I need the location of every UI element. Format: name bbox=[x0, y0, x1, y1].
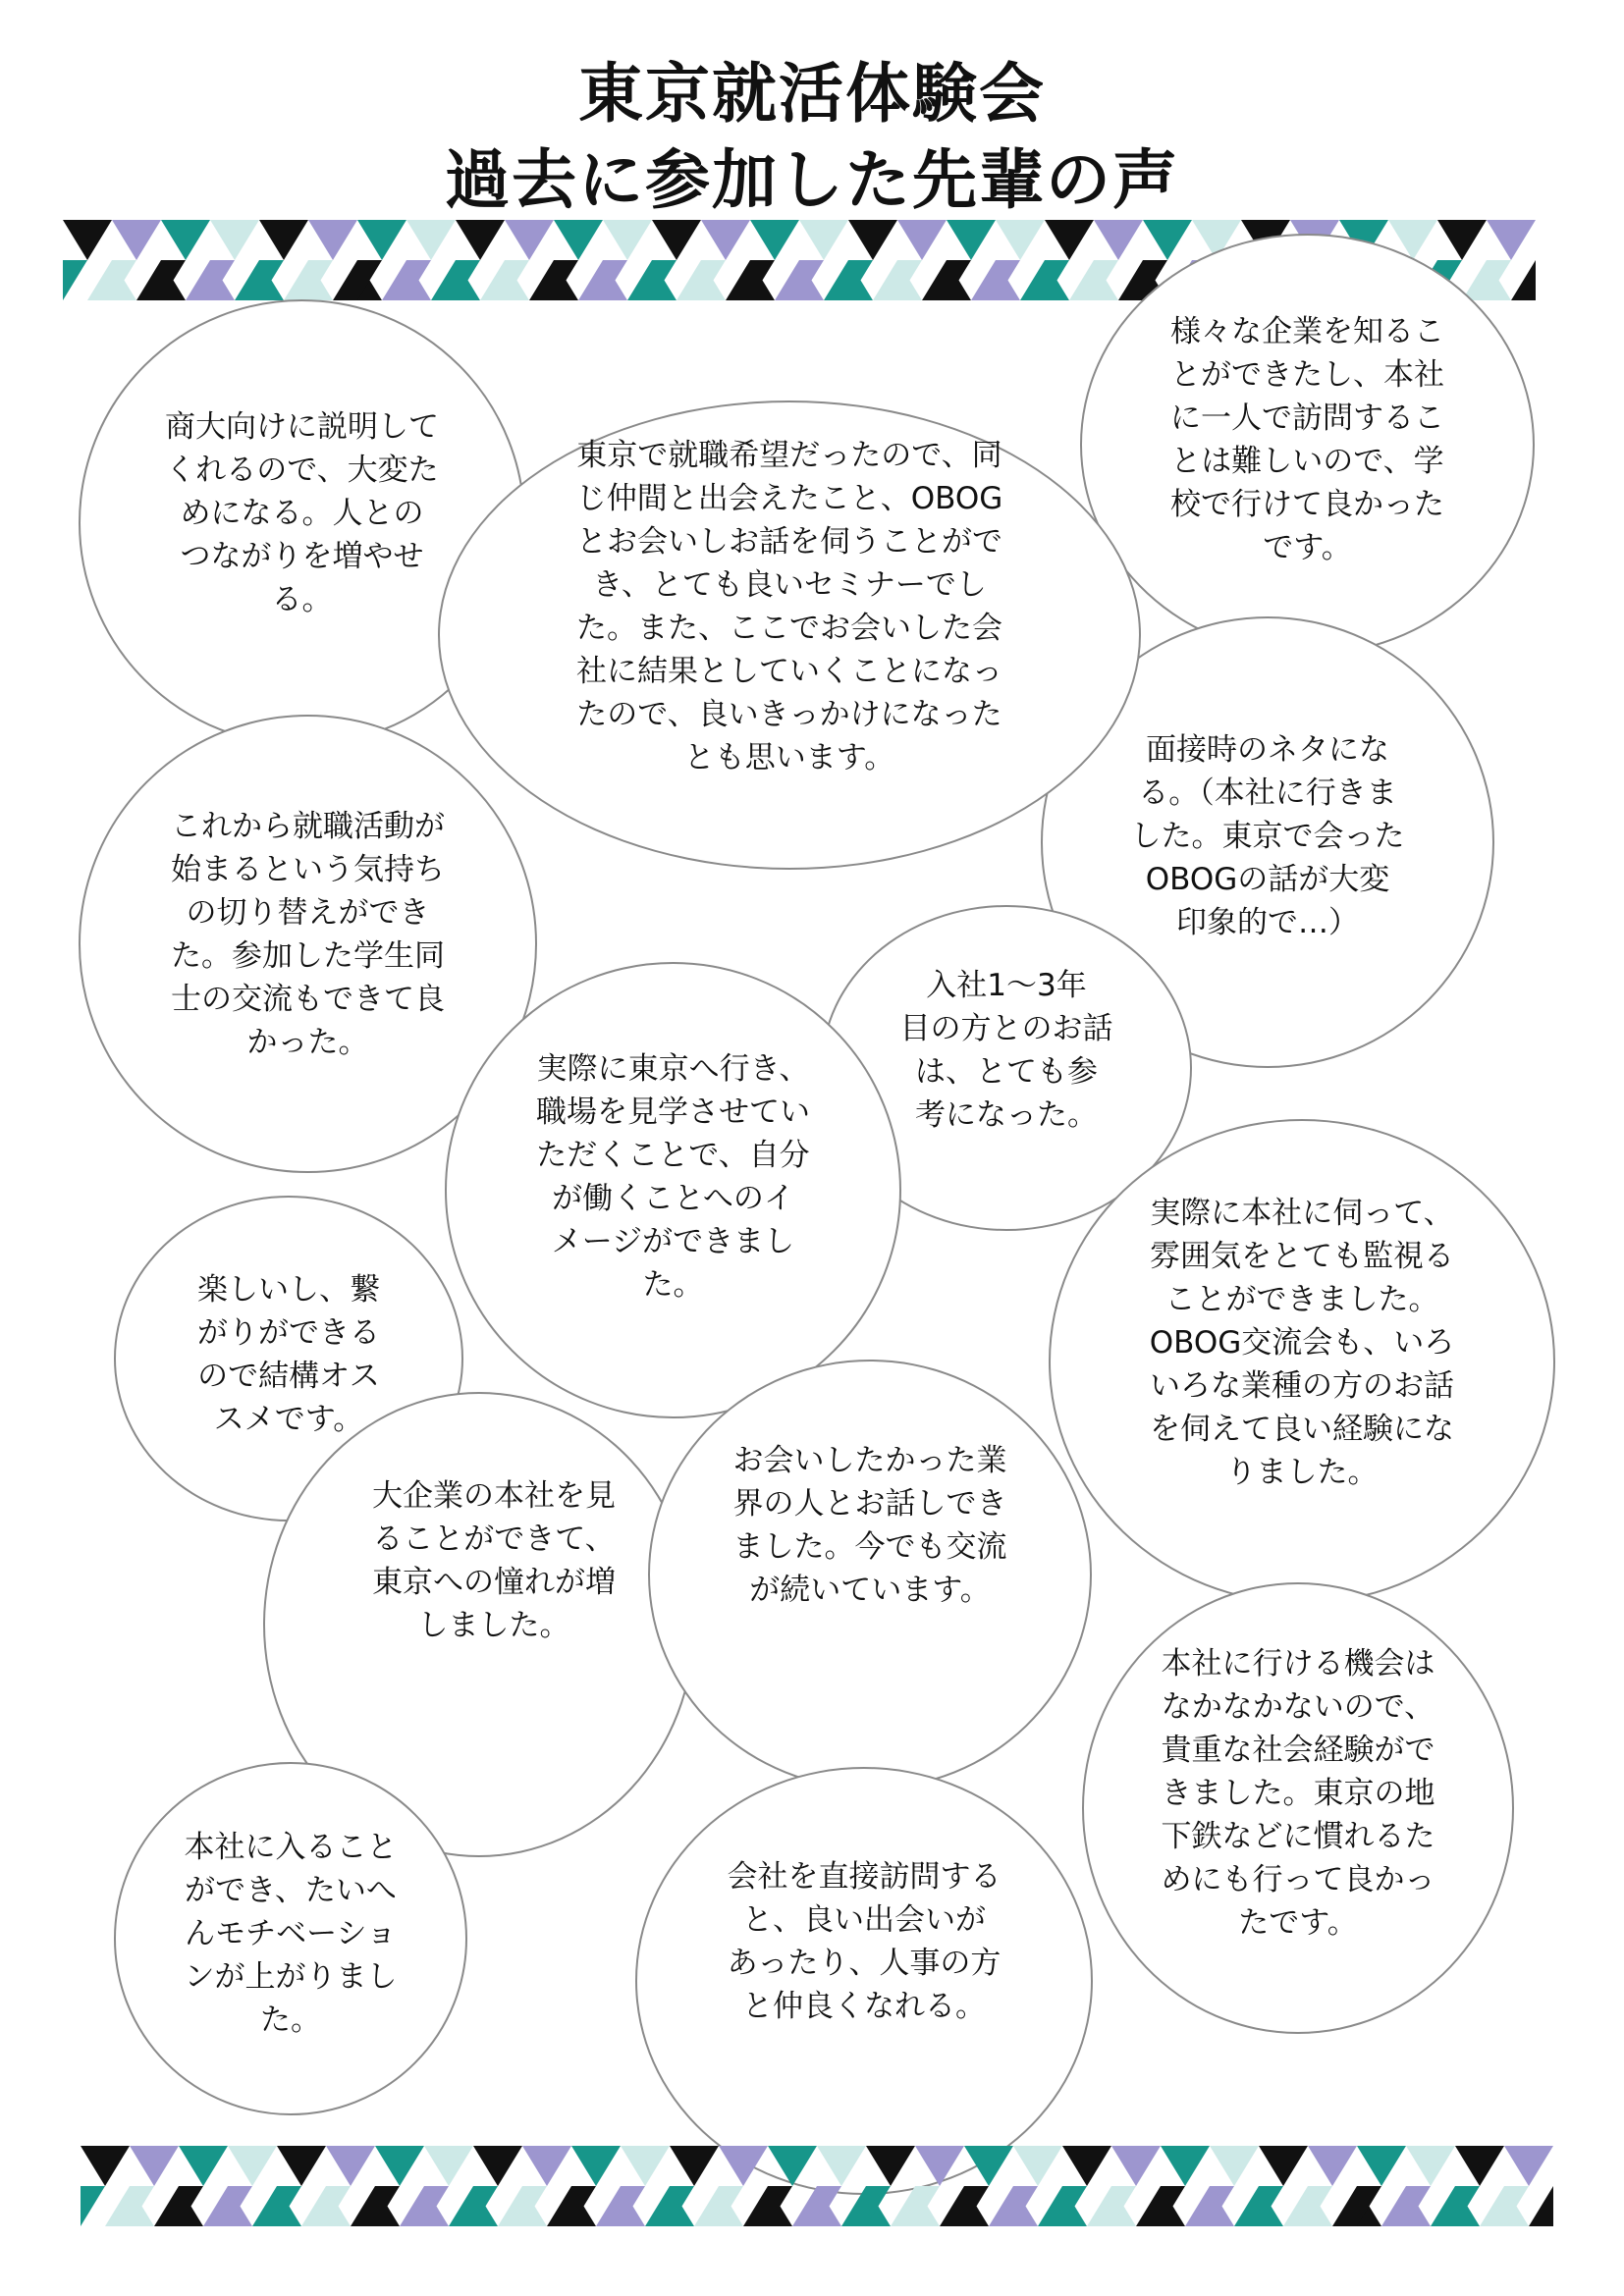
pattern-triangle bbox=[1013, 2146, 1062, 2186]
pattern-triangle bbox=[406, 220, 456, 260]
comment-bubble-13 bbox=[114, 1762, 467, 2115]
pattern-triangle bbox=[81, 2146, 130, 2186]
pattern-triangle bbox=[799, 220, 848, 260]
comment-bubble-11 bbox=[648, 1360, 1092, 1789]
pattern-triangle bbox=[1511, 260, 1536, 300]
pattern-triangle bbox=[621, 2146, 670, 2186]
pattern-triangle bbox=[1357, 2146, 1406, 2186]
pattern-triangle bbox=[112, 220, 161, 260]
comment-text: 入社1～3年 目の方とのお話 は、とても参 考になった。 bbox=[899, 968, 1113, 1133]
comment-text: 商大向けに説明して くれるので、大変た めになる。人との つながりを増やせ る。 bbox=[165, 408, 439, 617]
comment-text: 様々な企業を知るこ とができたし、本社 に一人で訪問するこ とは難しいので、学 校で行けて良かった です。 bbox=[1170, 314, 1444, 565]
pattern-triangle bbox=[750, 220, 799, 260]
pattern-triangle bbox=[866, 2146, 915, 2186]
pattern-triangle bbox=[326, 2146, 375, 2186]
pattern-triangle bbox=[848, 220, 897, 260]
pattern-triangle bbox=[424, 2146, 473, 2186]
pattern-triangle bbox=[915, 2146, 964, 2186]
comment-text: 面接時のネタにな る。（本社に行きま した。東京で会った OBOGの話が大変 印象的で…） bbox=[1130, 732, 1405, 940]
comment-bubble-7 bbox=[445, 962, 901, 1418]
comment-text: お会いしたかった業 界の人とお話しでき ました。今でも交流 が続いています。 bbox=[732, 1443, 1007, 1608]
pattern-triangle bbox=[161, 220, 210, 260]
pattern-triangle bbox=[81, 2186, 105, 2226]
comment-text: 楽しいし、繋 がりができる ので結構オス スメです。 bbox=[197, 1272, 380, 1437]
pattern-triangle bbox=[947, 220, 996, 260]
comment-text: 実際に東京へ行き、 職場を見学させてい ただくことで、自分 が働くことへのイ メージができまし た。 bbox=[536, 1050, 810, 1303]
pattern-triangle bbox=[130, 2146, 179, 2186]
pattern-triangle bbox=[1259, 2146, 1308, 2186]
pattern-triangle bbox=[768, 2146, 817, 2186]
pattern-triangle bbox=[1111, 2146, 1161, 2186]
comment-text: 本社に行ける機会は なかなかないので、 貴重な社会経験がで きました。東京の地 下鉄などに慣れるた めにも行って良かっ たです。 bbox=[1161, 1646, 1435, 1941]
pattern-triangle bbox=[1455, 2146, 1504, 2186]
comment-bubble-12 bbox=[1082, 1582, 1514, 2034]
pattern-triangle bbox=[1062, 2146, 1111, 2186]
pattern-triangle bbox=[652, 220, 701, 260]
pattern-triangle bbox=[375, 2146, 424, 2186]
pattern-triangle bbox=[228, 2146, 277, 2186]
pattern-triangle bbox=[522, 2146, 571, 2186]
comment-text: これから就職活動が 始まるという気持ち の切り替えができ た。参加した学生同 士の交流もできて良 かった。 bbox=[171, 808, 445, 1060]
triangle-pattern-band-bottom bbox=[81, 2146, 1553, 2226]
pattern-triangle bbox=[1045, 220, 1094, 260]
comment-text: 実際に本社に伺って、 雰囲気をとても監視る ことができました。 OBOG交流会も、いろ いろな業種の方のお話 を伺えて良い経験にな りました。 bbox=[1149, 1196, 1455, 1490]
pattern-triangle bbox=[1437, 220, 1487, 260]
pattern-triangle bbox=[996, 220, 1045, 260]
pattern-triangle bbox=[1161, 2146, 1210, 2186]
pattern-triangle bbox=[1094, 220, 1143, 260]
pattern-triangle bbox=[897, 220, 947, 260]
pattern-triangle bbox=[63, 220, 112, 260]
pattern-triangle bbox=[817, 2146, 866, 2186]
comment-bubble-9 bbox=[1049, 1119, 1555, 1604]
comment-text: 大企業の本社を見 ることができて、 東京への憧れが増 しました。 bbox=[372, 1478, 616, 1643]
pattern-triangle bbox=[1504, 2146, 1553, 2186]
page-subtitle: 過去に参加した先輩の声 bbox=[445, 142, 1179, 218]
pattern-triangle bbox=[1406, 2146, 1455, 2186]
pattern-triangle bbox=[357, 220, 406, 260]
comment-bubble-14 bbox=[635, 1767, 1093, 2195]
pattern-triangle bbox=[456, 220, 505, 260]
pattern-triangle bbox=[1487, 220, 1536, 260]
pattern-triangle bbox=[210, 220, 259, 260]
pattern-triangle bbox=[1210, 2146, 1259, 2186]
comment-text: 東京で就職希望だったので、同 じ仲間と出会えたこと、OBOG とお会いしお話を伺うことがで き、とても良いセミナーでし た。また、ここでお会いした会 社に結果としていくことになっ たので、良いきっかけになった とも思います。 bbox=[575, 438, 1003, 775]
pattern-triangle bbox=[277, 2146, 326, 2186]
comment-bubble-2 bbox=[438, 400, 1141, 870]
pattern-triangle bbox=[964, 2146, 1013, 2186]
pattern-triangle bbox=[505, 220, 554, 260]
pattern-triangle bbox=[603, 220, 652, 260]
pattern-triangle bbox=[1529, 2186, 1553, 2226]
pattern-triangle bbox=[473, 2146, 522, 2186]
comment-text: 本社に入ること ができ、たいへ んモチベーショ ンが上がりまし た。 bbox=[184, 1830, 398, 2038]
pattern-triangle bbox=[1143, 220, 1192, 260]
comment-bubble-3 bbox=[1080, 234, 1535, 656]
pattern-triangle bbox=[719, 2146, 768, 2186]
pattern-triangle bbox=[1308, 2146, 1357, 2186]
comment-text: 会社を直接訪問する と、良い出会いが あったり、人事の方 と仲良くなれる。 bbox=[727, 1859, 1001, 2024]
pattern-triangle bbox=[259, 220, 308, 260]
pattern-triangle bbox=[63, 260, 87, 300]
pattern-triangle bbox=[308, 220, 357, 260]
pattern-triangle bbox=[701, 220, 750, 260]
pattern-triangle bbox=[670, 2146, 719, 2186]
pattern-triangle bbox=[179, 2146, 228, 2186]
pattern-triangle bbox=[554, 220, 603, 260]
page-title: 東京就活体験会 bbox=[578, 56, 1046, 132]
pattern-triangle bbox=[571, 2146, 621, 2186]
